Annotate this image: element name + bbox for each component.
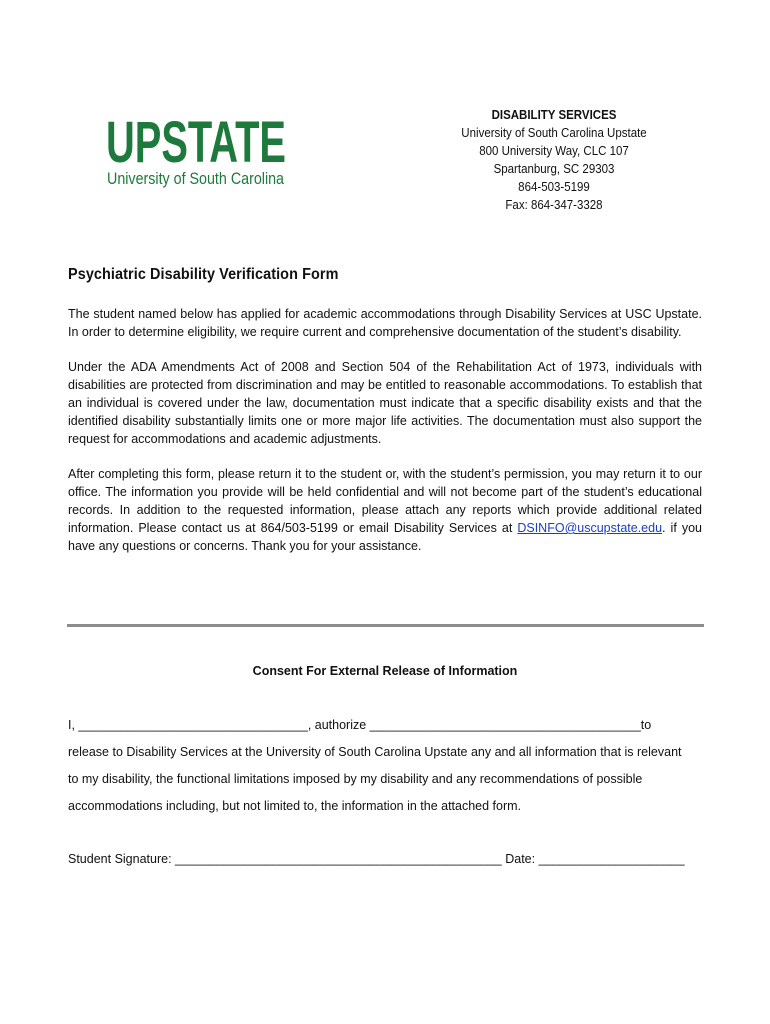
paragraph-line: an individual is covered under the law, documentation must indicate that a specific disability exists and that the [68,396,702,410]
phone-number: 864-503-5199 [518,180,590,194]
contact-block [449,106,659,214]
paragraph-line: records. In addition to the requested information, please attach any reports which provide additional related [68,503,702,517]
paragraph-line: have any questions or concerns. Thank you for your assistance. [68,539,422,553]
street-address: 800 University Way, CLC 107 [479,144,629,158]
form-title: Psychiatric Disability Verification Form [68,266,339,283]
fax-number: Fax: 864-347-3328 [505,198,603,212]
paragraph-line: The student named below has applied for academic accommodations through Disability Services at USC Upstate. [68,307,702,321]
authorization-line[interactable]: I, _________________________________, authorize _______________________________________to [68,718,652,732]
paragraph-line: identified disability substantially limits one or more major life activities. The documentation must also support the [68,414,702,428]
signature-date-line[interactable]: Student Signature: _______________________________________________ Date: _____________________ [68,852,685,866]
city-state-zip: Spartanburg, SC 29303 [493,162,615,176]
contact-text: information. Please contact us at 864/503-5199 or email Disability Services at [68,521,518,535]
contact-text-end: . if you [662,521,702,535]
consent-text-line: to my disability, the functional limitations imposed by my disability and any recommendations of possible [68,772,643,786]
intro-paragraph-3 [68,465,702,555]
consent-text-line: accommodations including, but not limited to, the information in the attached form. [68,799,522,813]
logo-wordmark: UPSTATE [106,110,286,175]
section-divider [67,624,704,627]
paragraph-line: After completing this form, please return it to the student or, with the student’s permission, you may return it to our [68,467,702,481]
email-link[interactable]: DSINFO@uscupstate.edu [517,521,663,535]
paragraph-line [68,519,702,537]
consent-text-line: release to Disability Services at the University of South Carolina Upstate any and all information that is relevant [68,745,682,759]
institution-name: University of South Carolina Upstate [461,126,647,140]
paragraph-line: office. The information you provide will be held confidential and will not become part of the student’s educational [68,485,702,499]
consent-title: Consent For External Release of Information [252,664,518,678]
paragraph-line: request for accommodations and academic adjustments. [68,432,382,446]
paragraph-line: Under the ADA Amendments Act of 2008 and Section 504 of the Rehabilitation Act of 1973, individuals with [68,360,702,374]
department-name: DISABILITY SERVICES [491,108,617,122]
intro-paragraph-1 [68,305,702,341]
logo-subtitle: University of South Carolina [107,170,285,188]
intro-paragraph-2 [68,358,702,448]
upstate-logo [106,106,288,188]
paragraph-line: In order to determine eligibility, we require current and comprehensive documentation of the student’s disability. [68,325,682,339]
paragraph-line: disabilities are protected from discrimination and may be entitled to reasonable accommodations. To establish that [68,378,702,392]
